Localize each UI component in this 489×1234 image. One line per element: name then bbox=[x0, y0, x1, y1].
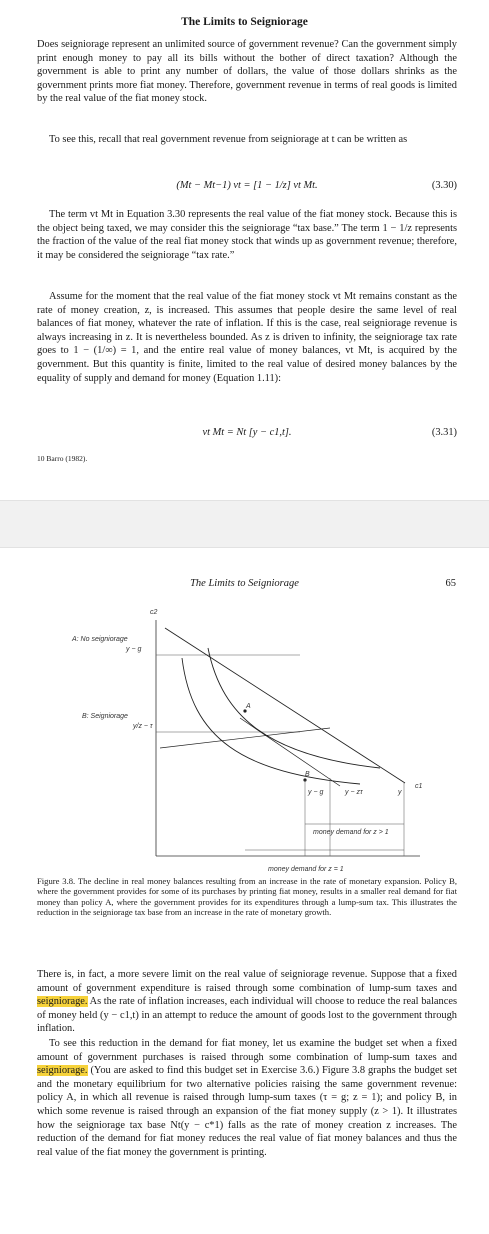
paragraph: There is, in fact, a more severe limit on the real value of seigniorage revenue. Suppose that a fixed amount of government expenditure is raised through some combination of lump-sum taxes and seigniorage. As the rate of inflation increases, each individual will choose to reduce the real balances of money held (y − c1,t) in an attempt to reduce the amount of goods lost to the government through inflation. bbox=[37, 969, 457, 1035]
page-2 bbox=[0, 548, 489, 1234]
point-a bbox=[243, 709, 246, 712]
label-demand-z-gt-1: money demand for z > 1 bbox=[313, 829, 389, 836]
page-number: 65 bbox=[445, 578, 456, 589]
budget-line-b bbox=[240, 718, 340, 786]
equation-number: (3.31) bbox=[431, 427, 457, 438]
page-1 bbox=[0, 0, 489, 500]
label-demand-z-eq-1: money demand for z = 1 bbox=[268, 866, 344, 873]
paragraph: Does seigniorage represent an unlimited source of government revenue? Can the government simply print enough money to pay all its bills without the bother of direct taxation? Although the government is able to print any number of dollars, the value of those dollars shrinks as the government prints more fiat money. Therefore, government revenue in terms of real goods is limited by the real value of the fiat money stock. bbox=[37, 39, 457, 105]
equation-body: (Mt − Mt−1) vt = [1 − 1/z] vt Mt. bbox=[176, 180, 318, 191]
highlighted-term: seigniorage. bbox=[37, 996, 88, 1008]
tick-label-y: y bbox=[398, 789, 402, 796]
section-title: The Limits to Seigniorage bbox=[181, 16, 308, 28]
label-policy-a-expr: y − g bbox=[126, 646, 142, 653]
axis-label-y: c2 bbox=[150, 609, 158, 616]
label-policy-b-expr: y/z − τ bbox=[133, 723, 153, 730]
highlighted-term: seigniorage. bbox=[37, 1065, 88, 1077]
paragraph: Assume for the moment that the real value of the fiat money stock vt Mt remains constant as the rate of money creation, z, is increased. This assumes that people desire the same level of real balances of fiat money, whatever the rate of inflation. If this is the case, real seigniorage revenue is always increasing in z. It is nevertheless bounded. As z is driven to infinity, the seigniorage tax rate goes to 1 − (1/∞) = 1, and the entire real value of money balances, vt Mt, is acquired by the government. But this quantity is finite, limited to the real value of desired money balances by the equality of supply and demand for money (Equation 1.11): bbox=[37, 291, 457, 384]
paragraph: To see this reduction in the demand for fiat money, let us examine the budget set when a fixed amount of government purchases is raised through some combination of lump-sum taxes and seigniorage. (You are asked to find this budget set in Exercise 3.6.) Figure 3.8 graphs the budget set and the monetary equilibrium for two alternative policies raising the same government revenue: policy A, in which all revenue is raised through lump-sum taxes (τ = g; z = 1); and policy B, in which some revenue is raised through an expansion of the fiat money supply (z > 1). It illustrates how the seigniorage tax base Nt(y − c*1) falls as the rate of money creation z increases. The reduction of the demand for fiat money reduces the real value of fiat money balances and thus the real value of the fiat money the government is printing. bbox=[37, 1038, 457, 1158]
indifference-curve-b bbox=[182, 658, 360, 784]
equation-number: (3.30) bbox=[431, 180, 457, 191]
axis-label-x: c1 bbox=[415, 783, 423, 790]
paragraph: To see this, recall that real government revenue from seigniorage at t can be written as bbox=[49, 134, 408, 145]
page-separator bbox=[0, 500, 489, 548]
label-policy-b: B: Seigniorage bbox=[82, 713, 128, 720]
budget-line-b-upper bbox=[160, 728, 330, 748]
point-b-label: B bbox=[305, 771, 310, 778]
tick-label-y-minus-g: y − g bbox=[308, 789, 324, 796]
footnote: 10 Barro (1982). bbox=[37, 454, 88, 463]
tick-label-y-minus-ztau: y − zτ bbox=[345, 789, 363, 796]
figure-3-8 bbox=[0, 598, 489, 878]
figure-caption: Figure 3.8. The decline in real money balances resulting from an increase in the rate of monetary expansion. Policy B, where the government provides for some of its purchases by printing fiat money, results in a smaller real demand for fiat money than policy A, where the government provides for its expenditures through a lump-sum tax. This illustrates the reduction in the seigniorage tax base from an increase in the rate of monetary growth. bbox=[37, 876, 457, 918]
paragraph: The term vt Mt in Equation 3.30 represents the real value of the fiat money stock. Because this is the object being taxed, we may consider this the seigniorage “tax base.” The term 1 − 1/z represents the fraction of the value of the real fiat money stock that winds up as government revenue; therefore, it may be considered the seigniorage “tax rate.” bbox=[37, 209, 457, 261]
running-head: The Limits to Seigniorage bbox=[190, 578, 299, 589]
budget-line-a bbox=[165, 628, 405, 783]
point-a-label: A bbox=[246, 703, 251, 710]
equation-body: vt Mt = Nt [y − c1,t]. bbox=[202, 427, 292, 438]
label-policy-a: A: No seigniorage bbox=[72, 636, 128, 643]
